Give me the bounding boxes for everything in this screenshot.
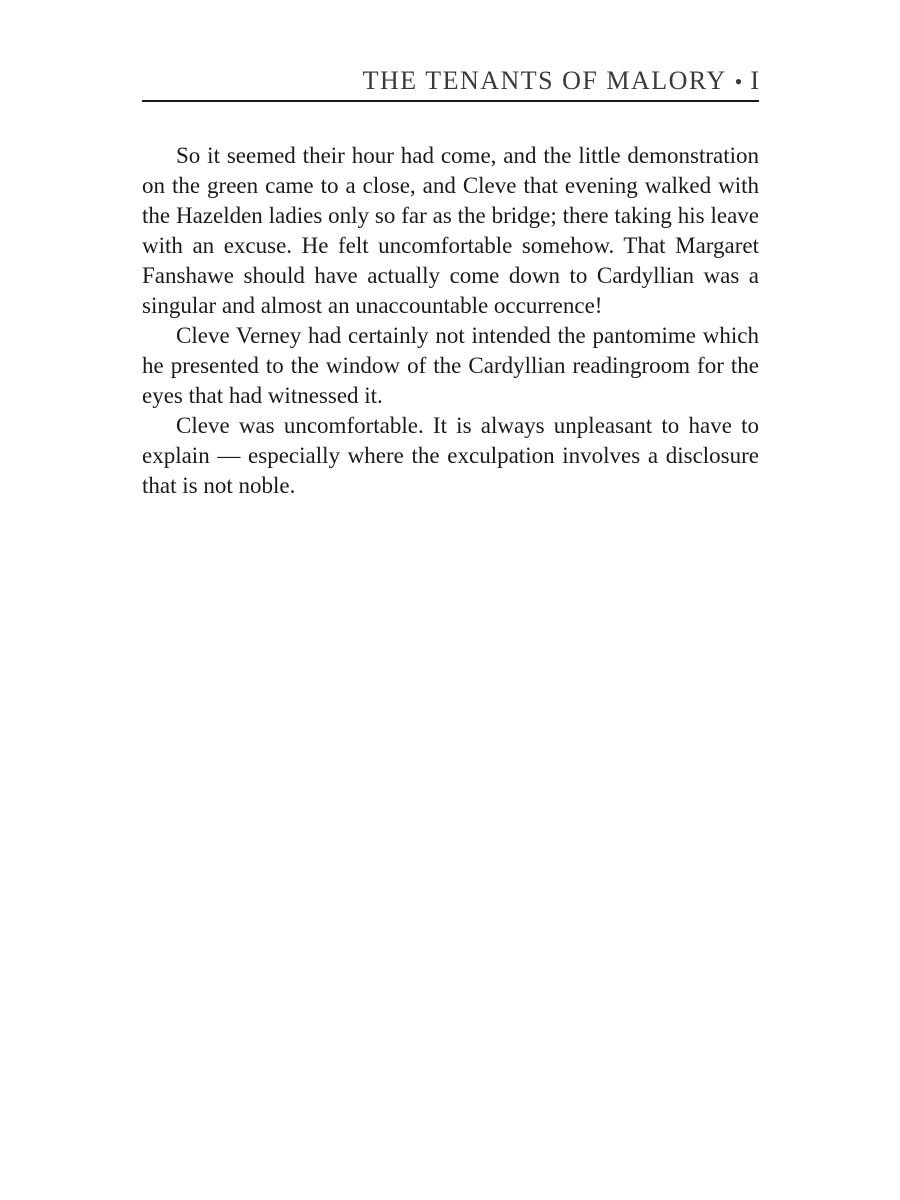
header-separator: • bbox=[734, 69, 743, 94]
paragraph-3: Cleve was uncomfortable. It is always unpleasant to have to explain — especially where the exculpation involves a disclosure that is not noble. bbox=[142, 413, 759, 498]
paragraph-2: Cleve Verney had certainly not intended the pantomime which he presented to the window of the Cardyllian readingroom for the eyes that had witnessed it. bbox=[142, 323, 759, 408]
body-text bbox=[142, 141, 759, 501]
page-number: I bbox=[750, 66, 759, 95]
paragraph-1: So it seemed their hour had come, and the little demonstration on the green came to a close, and Cleve that evening walked with the Hazelden ladies only so far as the bridge; there taking his leave with an excuse. He felt uncomfortable somehow. That Margaret Fanshawe should have actually come down to Cardyllian was a singular and almost an unaccountable occurrence! bbox=[142, 143, 759, 318]
running-header bbox=[142, 64, 759, 102]
running-header-title: THE TENANTS OF MALORY bbox=[362, 66, 727, 95]
